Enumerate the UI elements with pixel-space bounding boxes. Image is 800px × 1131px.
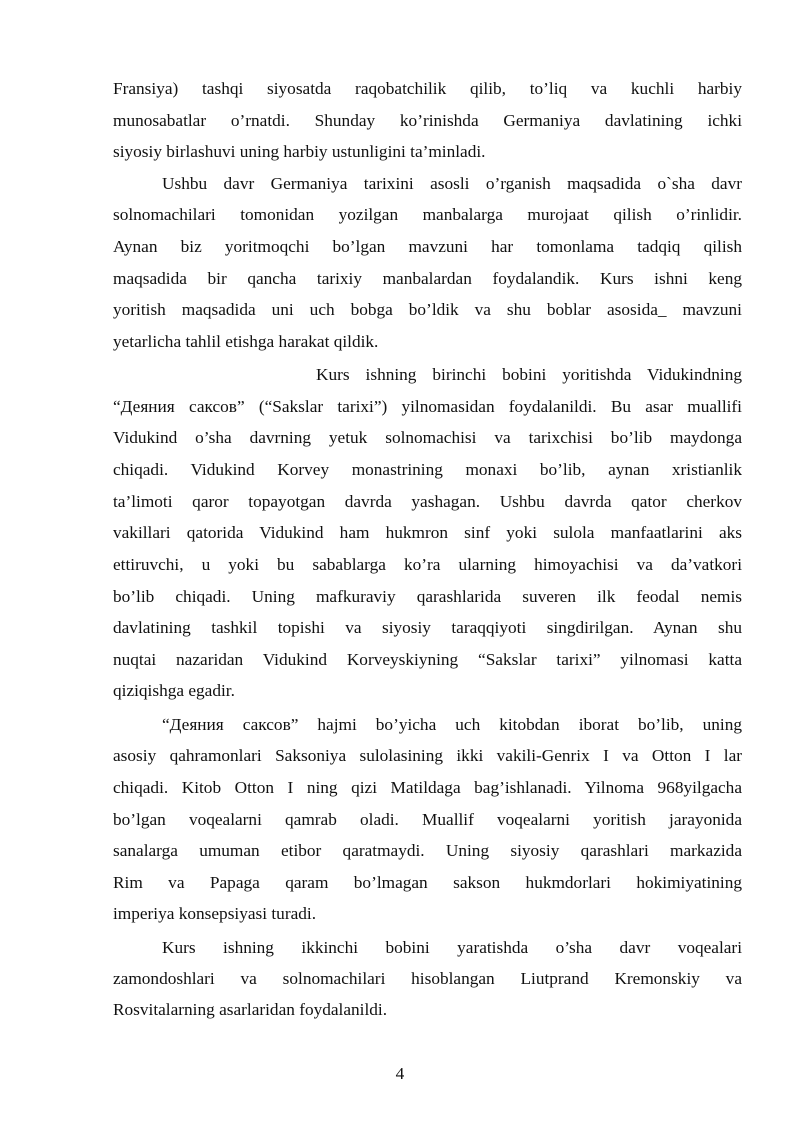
text-line: yoritish maqsadida uni uch bobga bo’ldik va shu boblar asosida_ mavzuni [113, 300, 742, 319]
text-line: sanalarga umuman etibor qaratmaydi. Uning siyosiy qarashlari markazida [113, 841, 742, 860]
paragraph-first-line: Kurs ishning birinchi bobini yoritishda Vidukindning [316, 365, 742, 384]
text-line: munosabatlar o’rnatdi. Shunday ko’rinishda Germaniya davlatining ichki [113, 111, 742, 130]
text-line: davlatining tashkil topishi va siyosiy taraqqiyoti singdirilgan. Aynan shu [113, 618, 742, 637]
text-line: qiziqishga egadir. [113, 681, 235, 700]
text-line: siyosiy birlashuvi uning harbiy ustunligini ta’minladi. [113, 142, 486, 161]
text-line: Fransiya) tashqi siyosatda raqobatchilik qilib, to’liq va kuchli harbiy [113, 79, 742, 98]
text-line: Aynan biz yoritmoqchi bo’lgan mavzuni har tomonlama tadqiq qilish [113, 237, 742, 256]
text-line: bo’lgan voqealarni qamrab oladi. Muallif voqealarni yoritish jarayonida [113, 810, 742, 829]
text-line: vakillari qatorida Vidukind ham hukmron sinf yoki sulola manfaatlarini aks [113, 523, 742, 542]
text-line: Rim va Papaga qaram bo’lmagan sakson hukmdorlari hokimiyatining [113, 873, 742, 892]
paragraph-first-line: Ushbu davr Germaniya tarixini asosli o’rganish maqsadida o`sha davr [162, 174, 742, 193]
paragraph-first-line: “Деяния саксов” hajmi bo’yicha uch kitobdan iborat bo’lib, uning [162, 715, 742, 734]
text-line: chiqadi. Vidukind Korvey monastrining monaxi bo’lib, aynan xristianlik [113, 460, 742, 479]
text-line: Rosvitalarning asarlaridan foydalanildi. [113, 1000, 388, 1019]
text-line: “Деяния саксов” (“Sakslar tarixi”) yilnomasidan foydalanildi. Bu asar muallifi [113, 397, 742, 416]
text-line: bo’lib chiqadi. Uning mafkuraviy qarashlarida suveren ilk feodal nemis [113, 587, 742, 606]
paragraph-first-line: Kurs ishning ikkinchi bobini yaratishda o’sha davr voqealari [162, 938, 742, 957]
text-line: ettiruvchi, u yoki bu sabablarga ko’ra ularning himoyachisi va da’vatkori [113, 555, 742, 574]
text-line: Vidukind o’sha davrning yetuk solnomachisi va tarixchisi bo’lib maydonga [113, 428, 742, 447]
text-line: maqsadida bir qancha tarixiy manbalardan foydalandik. Kurs ishni keng [113, 269, 742, 288]
text-line: ta’limoti qaror topayotgan davrda yashagan. Ushbu davrda qator cherkov [113, 492, 742, 511]
text-line: asosiy qahramonlari Saksoniya sulolasining ikki vakili-Genrix I va Otton I lar [113, 746, 742, 765]
page-number: 4 [395, 1064, 405, 1083]
text-line: yetarlicha tahlil etishga harakat qildik. [113, 332, 379, 351]
text-line: chiqadi. Kitob Otton I ning qizi Matildaga bag’ishlanadi. Yilnoma 968yilgacha [113, 778, 742, 797]
text-line: solnomachilari tomonidan yozilgan manbalarga murojaat qilish o’rinlidir. [113, 205, 742, 224]
text-line: nuqtai nazaridan Vidukind Korveyskiyning “Sakslar tarixi” yilnomasi katta [113, 650, 742, 669]
text-line: imperiya konsepsiyasi turadi. [113, 904, 317, 923]
text-line: zamondoshlari va solnomachilari hisoblangan Liutprand Kremonskiy va [113, 969, 742, 988]
